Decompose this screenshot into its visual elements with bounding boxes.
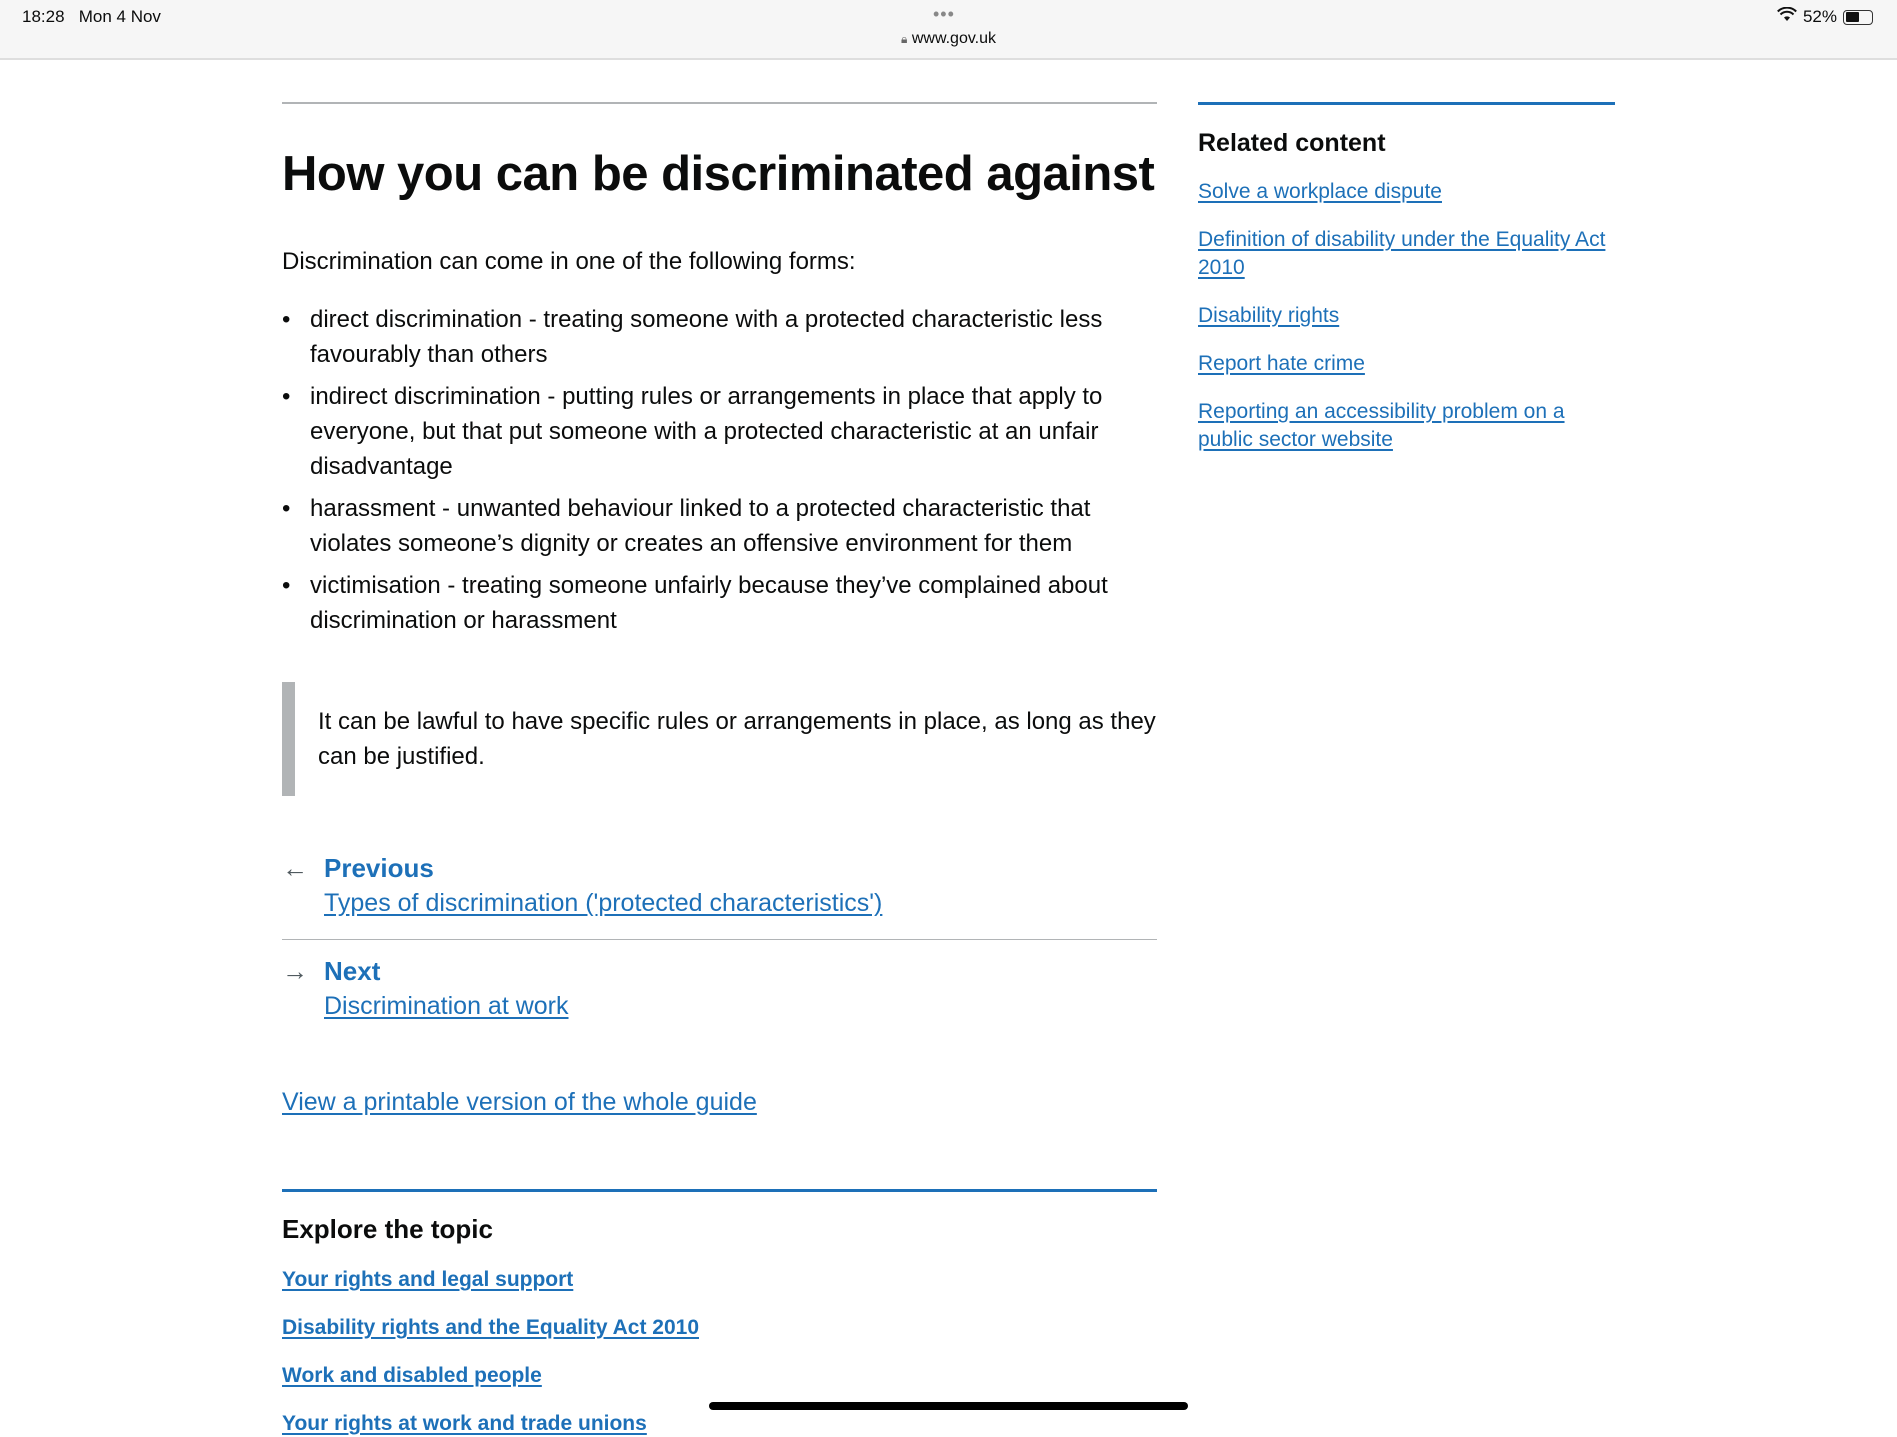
date: Mon 4 Nov xyxy=(78,7,161,26)
explore-link[interactable]: Work and disabled people xyxy=(282,1364,542,1387)
battery-icon xyxy=(1843,10,1873,25)
time: 18:28 xyxy=(22,7,65,26)
forms-list xyxy=(282,302,1157,638)
printable-guide-link[interactable]: View a printable version of the whole guide xyxy=(282,1088,757,1116)
list-item: • victimisation - treating someone unfairly because they’ve complained about discrimination or harassment xyxy=(282,568,1157,638)
related-content xyxy=(1198,102,1615,454)
home-indicator[interactable] xyxy=(709,1402,1188,1410)
next-link[interactable]: Discrimination at work xyxy=(324,992,569,1020)
previous-label[interactable]: Previous xyxy=(324,853,434,883)
explore-title: Explore the topic xyxy=(282,1214,493,1244)
address-bar[interactable] xyxy=(0,30,1897,48)
list-item: • harassment - unwanted behaviour linked to a protected characteristic that violates someone’s dignity or creates an offensive environment for them xyxy=(282,491,1157,561)
related-link[interactable]: Report hate crime xyxy=(1198,352,1365,375)
related-link[interactable]: Reporting an accessibility problem on a public sector website xyxy=(1198,400,1565,451)
previous-page[interactable] xyxy=(282,851,1157,935)
battery-percent: 52% xyxy=(1802,7,1837,26)
related-title: Related content xyxy=(1198,129,1386,157)
list-item: • indirect discrimination - putting rules or arrangements in place that apply to everyone, but that put someone with a protected characteristic at an unfair disadvantage xyxy=(282,379,1157,484)
explore-link[interactable]: Your rights at work and trade unions xyxy=(282,1412,647,1435)
list-item: • direct discrimination - treating someone with a protected characteristic less favourably than others xyxy=(282,302,1157,372)
pagination xyxy=(282,851,1157,1038)
intro-text: Discrimination can come in one of the following forms: xyxy=(282,248,856,275)
main-content xyxy=(282,102,1157,1437)
next-page[interactable] xyxy=(282,954,1157,1038)
wifi-icon xyxy=(1777,7,1797,27)
divider xyxy=(282,939,1157,940)
explore-link[interactable]: Disability rights and the Equality Act 2010 xyxy=(282,1316,699,1339)
status-time xyxy=(22,7,161,27)
next-label[interactable]: Next xyxy=(324,956,381,986)
status-bar xyxy=(0,0,1897,60)
divider xyxy=(282,102,1157,104)
arrow-right-icon: → xyxy=(282,956,308,986)
inset-text: It can be lawful to have specific rules or arrangements in place, as long as they can be justified. xyxy=(282,682,1157,796)
previous-link[interactable]: Types of discrimination ('protected characteristics') xyxy=(324,889,883,917)
lock-icon: 🔒︎ xyxy=(900,32,908,46)
page-title: How you can be discriminated against xyxy=(282,147,1155,201)
more-dots-icon[interactable]: ••• xyxy=(933,4,955,24)
arrow-left-icon: ← xyxy=(282,853,308,883)
explore-topic xyxy=(282,1189,1157,1437)
explore-link[interactable]: Your rights and legal support xyxy=(282,1268,574,1291)
related-link[interactable]: Definition of disability under the Equality Act 2010 xyxy=(1198,228,1606,279)
url-text: www.gov.uk xyxy=(911,30,997,47)
related-link[interactable]: Disability rights xyxy=(1198,304,1340,327)
related-link[interactable]: Solve a workplace dispute xyxy=(1198,180,1442,203)
